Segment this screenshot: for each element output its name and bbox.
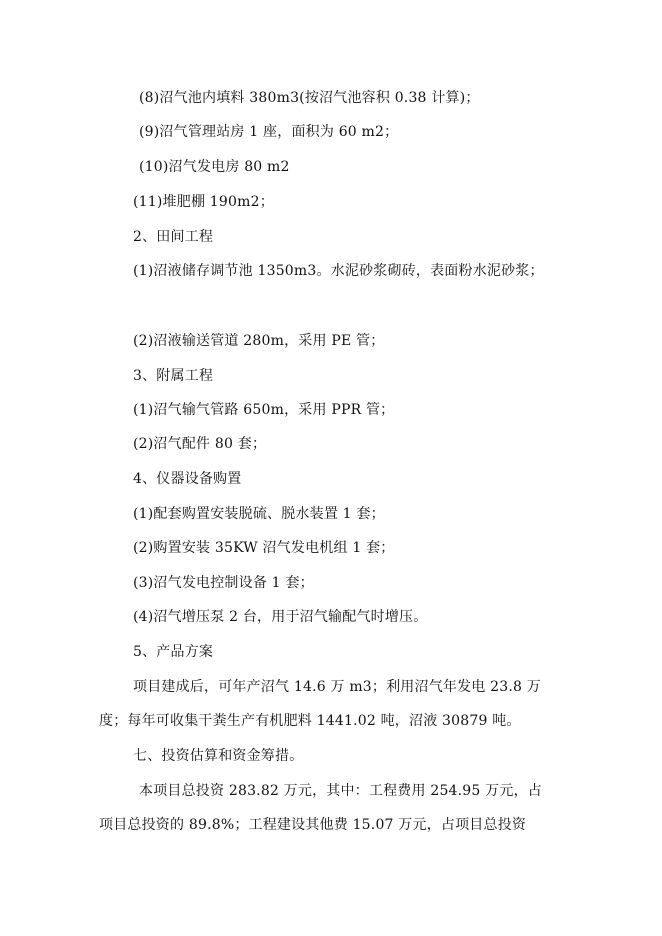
item-1-gas-pipeline: (1)沼气输气管路 650m，采用 PPR 管； — [133, 402, 395, 418]
item-1-desulfurization-unit: (1)配套购置安装脱硫、脱水装置 1 套； — [133, 506, 385, 522]
item-10-generator-room: (10)沼气发电房 80 m2 — [139, 159, 290, 175]
item-3-control-equipment: (3)沼气发电控制设备 1 套； — [133, 575, 314, 591]
section-heading-field-works: 2、田间工程 — [133, 229, 214, 245]
section-heading-product-plan: 5、产品方案 — [133, 644, 214, 660]
item-2-generator-set: (2)购置安装 35KW 沼气发电机组 1 套； — [133, 540, 395, 556]
paragraph-investment-line-1: 本项目总投资 283.82 万元，其中：工程费用 254.95 万元，占 — [139, 783, 542, 799]
item-2-slurry-pipeline: (2)沼液输送管道 280m，采用 PE 管； — [133, 333, 385, 349]
item-8-biogas-pool-filler: (8)沼气池内填料 380m3(按沼气池容积 0.38 计算)； — [139, 90, 480, 106]
section-heading-equipment: 4、仪器设备购置 — [133, 471, 242, 487]
section-heading-investment: 七、投资估算和资金筹措。 — [133, 748, 304, 764]
paragraph-product-plan-line-1: 项目建成后，可年产沼气 14.6 万 m3；利用沼气年发电 23.8 万 — [133, 679, 541, 695]
item-1-slurry-storage: (1)沼液储存调节池 1350m3。水泥砂浆砌砖，表面粉水泥砂浆； — [133, 263, 544, 279]
paragraph-investment-line-2: 项目总投资的 89.8%；工程建设其他费 15.07 万元，占项目总投资 — [99, 817, 527, 833]
paragraph-product-plan-line-2: 度；每年可收集干粪生产有机肥料 1441.02 吨，沼液 30879 吨。 — [99, 713, 521, 729]
item-2-gas-fittings: (2)沼气配件 80 套； — [133, 436, 267, 452]
section-heading-auxiliary-works: 3、附属工程 — [133, 368, 214, 384]
item-11-compost-shed: (11)堆肥棚 190m2； — [133, 194, 274, 210]
item-9-management-station: (9)沼气管理站房 1 座，面积为 60 m2； — [139, 124, 399, 140]
item-4-booster-pump: (4)沼气增压泵 2 台，用于沼气输配气时增压。 — [133, 609, 428, 625]
